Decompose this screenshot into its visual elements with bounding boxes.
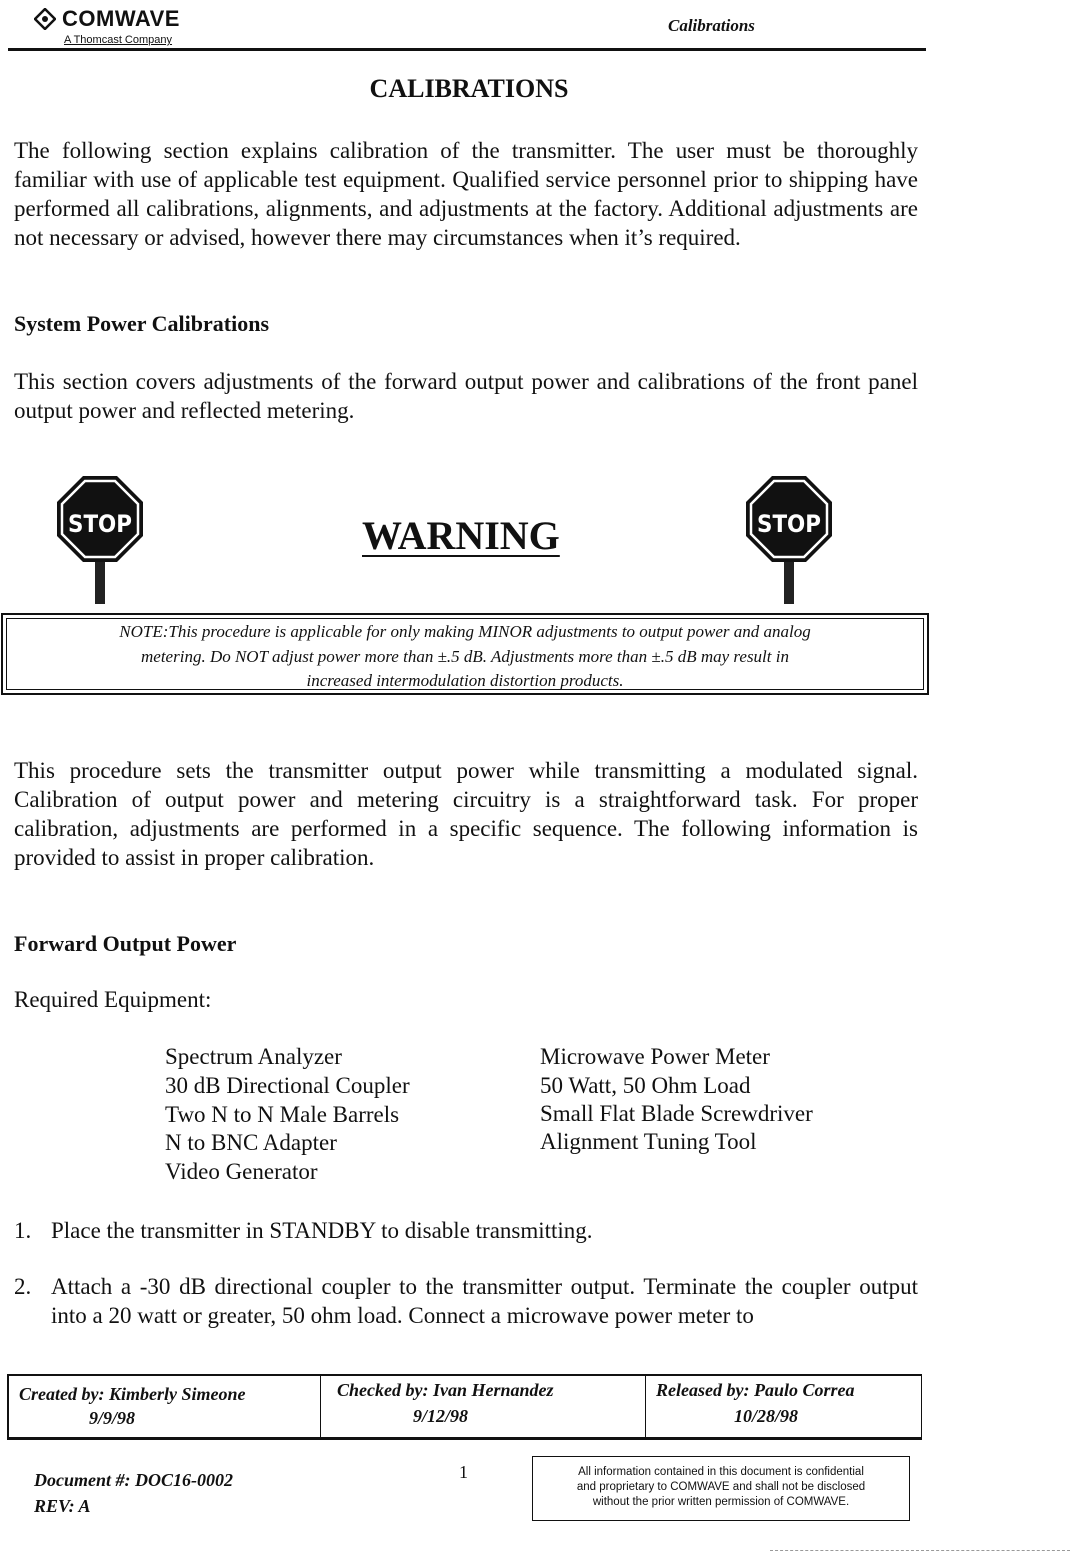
system-power-heading: System Power Calibrations: [14, 311, 270, 336]
signoff-released-by: Released by: Paulo Correa: [656, 1380, 855, 1400]
stop-sign-text-left: STOP: [68, 510, 132, 538]
page-number: 1: [459, 1462, 468, 1482]
step-text: Place the transmitter in STANDBY to disable transmitting.: [51, 1218, 593, 1243]
signoff-checked-date: 9/12/98: [413, 1406, 469, 1426]
header-rule: [8, 48, 926, 51]
signoff-released-date: 10/28/98: [734, 1406, 799, 1426]
signoff-created-date: 9/9/98: [89, 1408, 136, 1428]
warning-note-box: [1, 613, 929, 695]
step-text: Attach a -30 dB directional coupler to the transmitter output. Terminate the coupler output into a 20 watt or greater, 50 ohm load. Connect a microwave power meter to: [51, 1274, 918, 1328]
logo-name: COMWAVE: [62, 6, 180, 31]
equipment-item: Video Generator: [165, 1159, 318, 1184]
stop-sign-icon: [55, 474, 145, 604]
equipment-item: Small Flat Blade Screwdriver: [540, 1101, 813, 1126]
system-power-text: This section covers adjustments of the forward output power and calibrations of the front panel output power and reflected metering.: [14, 369, 918, 423]
confidentiality-line-2: and proprietary to COMWAVE and shall not be disclosed: [576, 1481, 866, 1493]
confidentiality-notice: [532, 1456, 910, 1521]
equipment-item: Microwave Power Meter: [540, 1044, 770, 1069]
logo-subtitle: A Thomcast Company: [64, 34, 173, 46]
signoff-checked-by: Checked by: Ivan Hernandez: [337, 1380, 554, 1400]
page-title: CALIBRATIONS: [369, 74, 569, 103]
warning-label: WARNING: [362, 513, 560, 558]
note-line-2: metering. Do NOT adjust power more than ±.5 dB. Adjustments more than ±.5 dB may result in: [141, 647, 789, 666]
step-number: 2.: [14, 1274, 32, 1299]
document-revision: REV: A: [34, 1496, 91, 1516]
equipment-item: Two N to N Male Barrels: [165, 1102, 400, 1127]
confidentiality-line-3: without the prior written permission of COMWAVE.: [592, 1496, 850, 1508]
required-equipment-label: Required Equipment:: [14, 987, 212, 1012]
intro-paragraph: The following section explains calibration of the transmitter. The user must be thoroughly familiar with use of applicable test equipment. Qualified service personnel prior to shipping have performed all calibrations, alignments, and adjustments at the factory. Additional adjustments are not necessary or advised, however there may circumstances when it’s required.: [14, 138, 918, 250]
procedure-paragraph: This procedure sets the transmitter output power while transmitting a modulated signal. Calibration of output power and metering circuitry is a straightforward task. For proper calibration, adjustments are performed in a specific sequence. The following information is provided to assist in proper calibration.: [14, 758, 918, 870]
comwave-logo-icon: [34, 8, 56, 30]
equipment-item: Spectrum Analyzer: [165, 1044, 342, 1069]
note-line-3: increased intermodulation distortion products.: [306, 671, 624, 690]
step-number: 1.: [14, 1218, 32, 1243]
signoff-checked: [321, 1376, 646, 1437]
equipment-item: Alignment Tuning Tool: [540, 1129, 757, 1154]
signoff-released: [646, 1376, 922, 1437]
scan-artifact: [770, 1550, 1070, 1553]
equipment-item: 30 dB Directional Coupler: [165, 1073, 410, 1098]
equipment-item: N to BNC Adapter: [165, 1130, 337, 1155]
equipment-item: 50 Watt, 50 Ohm Load: [540, 1073, 751, 1098]
document-number: Document #: DOC16-0002: [34, 1470, 233, 1490]
signoff-created-by: Created by: Kimberly Simeone: [19, 1384, 246, 1404]
stop-sign-text-right: STOP: [757, 510, 821, 538]
signoff-created: [9, 1376, 321, 1437]
signoff-table: [7, 1374, 922, 1440]
header-section-title: Calibrations: [668, 16, 755, 35]
confidentiality-line-1: All information contained in this document is confidential: [578, 1466, 864, 1478]
note-line-1: NOTE:This procedure is applicable for only making MINOR adjustments to output power and analog: [119, 622, 811, 641]
stop-sign-icon: [744, 474, 834, 604]
forward-output-heading: Forward Output Power: [14, 931, 237, 956]
